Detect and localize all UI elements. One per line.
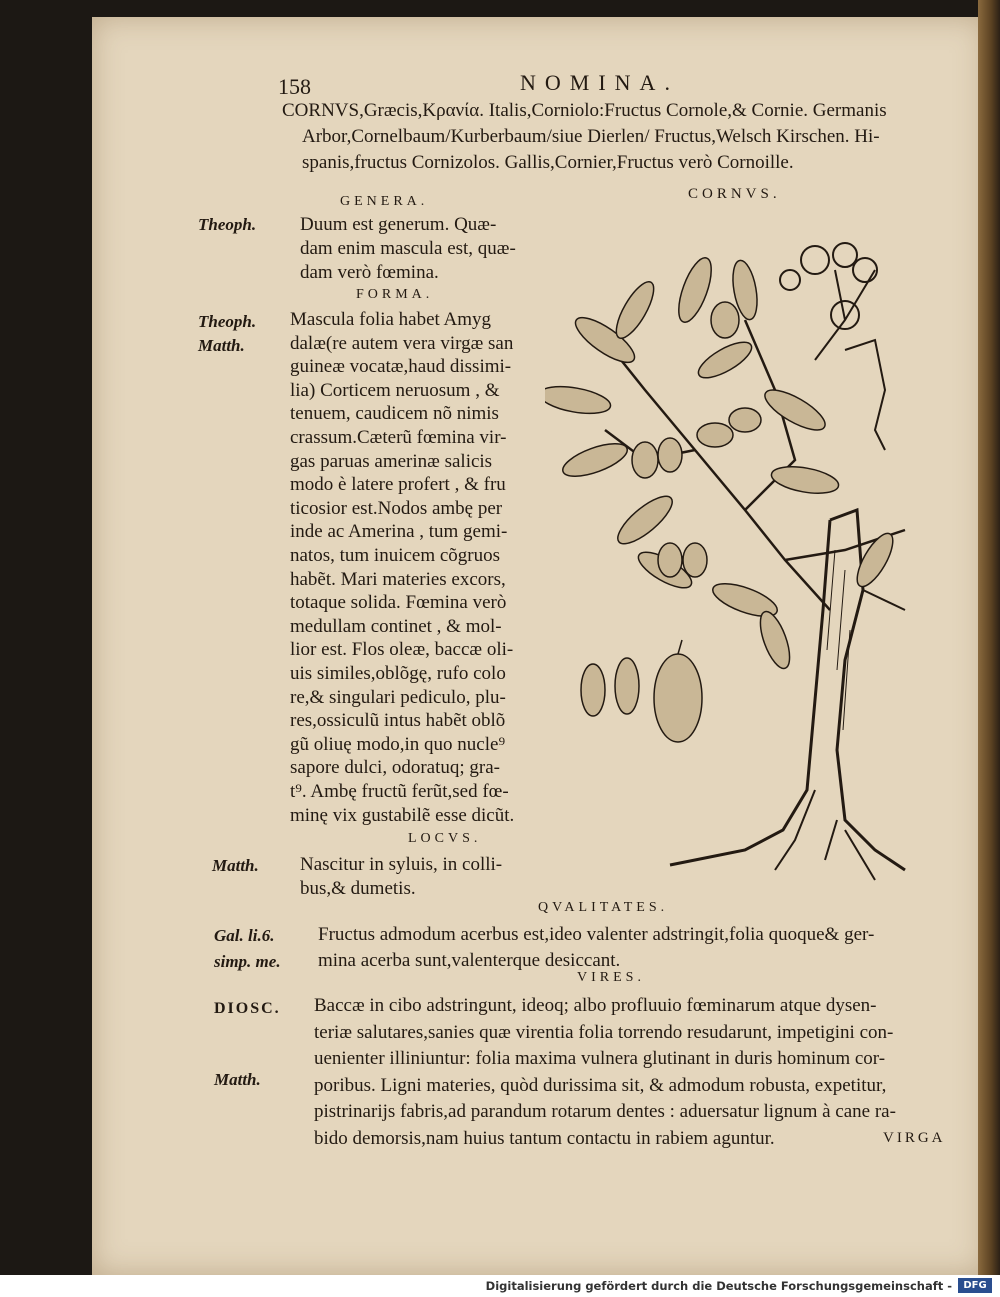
text-line: ticosior est.Nodos ambę per	[290, 497, 503, 519]
cornus-woodcut-illustration	[545, 230, 925, 890]
text-line: medullam continet , & mol-	[290, 615, 502, 637]
text-line: lior est. Flos oleæ, baccæ oli-	[290, 639, 514, 661]
nomina-line: Arbor,Cornelbaum/Kurberbaum/siue Dierlen/ Fructus,Welsch Kirschen. Hi-	[302, 126, 880, 147]
text-line: uenienter illiniuntur: folia maxima vulnera glutinant in duris hominum cor-	[314, 1048, 886, 1069]
book-spine	[978, 0, 1000, 1275]
text-line: totaque solida. Fœmina verò	[290, 592, 507, 614]
text-line: gũ oliuę modo,in quo nucle⁹	[290, 733, 506, 755]
text-line: bido demorsis,nam huius tantum contactu in rabiem aguntur.	[314, 1127, 775, 1149]
page-number: 158	[278, 74, 311, 99]
running-head: NOMINA.	[520, 70, 679, 95]
text-line: poribus. Ligni materies, quòd durissima sit, & admodum robusta, expetitur,	[314, 1074, 887, 1096]
text-line: dalæ(re autem vera virgæ san	[290, 332, 514, 354]
heading-qualitates: QVALITATES.	[538, 900, 669, 915]
text-line: Fructus admodum acerbus est,ideo valenter adstringit,folia quoque& ger-	[318, 924, 875, 945]
text-line: bus,& dumetis.	[300, 878, 416, 899]
text-line: teriæ salutares,sanies quæ virentia folia torrendo resudarunt, impetigini con-	[314, 1021, 894, 1043]
text-line: crassum.Cæterũ fœmina vir-	[290, 427, 507, 448]
text-line: habẽt. Mari materies excors,	[290, 568, 506, 590]
text-line: natos, tum inuicem cõgruos	[290, 545, 501, 566]
text-line: lia) Corticem neruosum , &	[290, 379, 500, 401]
text-line: Baccæ in cibo adstringunt, ideoq; albo profluuio fœminarum atque dysen-	[314, 995, 877, 1016]
side-note: Matth.	[212, 856, 259, 875]
dfg-logo: DFG	[958, 1278, 992, 1293]
illustration-caption: CORNVS.	[688, 186, 781, 202]
text-line: inde ac Amerina , tum gemi-	[290, 521, 508, 543]
catchword: VIRGA	[883, 1130, 946, 1146]
text-line: pistrinarijs fabris,ad parandum rotarum dentes : aduersatur lignum à cane ra-	[314, 1101, 896, 1122]
side-note: simp. me.	[214, 952, 281, 971]
side-note: Matth.	[198, 336, 245, 355]
text-line: Nascitur in syluis, in colli-	[300, 854, 503, 875]
text-line: gas paruas amerinæ salicis	[290, 450, 493, 472]
heading-forma: FORMA.	[356, 287, 434, 302]
heading-vires: VIRES.	[577, 970, 645, 985]
text-line: modo è latere profert , & fru	[290, 474, 506, 496]
text-line: re,& singulari pediculo, plu-	[290, 686, 506, 708]
text-line: tenuem, caudicem nõ nimis	[290, 403, 499, 425]
text-line: uis similes,oblõgę, rufo colo	[290, 663, 506, 684]
text-line: minę vix gustabilẽ esse dicũt.	[290, 804, 515, 826]
side-note: Theoph.	[198, 215, 257, 234]
digitization-footer	[0, 1275, 1000, 1297]
footer-credit: Digitalisierung gefördert durch die Deutsche Forschungsgemeinschaft -	[485, 1279, 952, 1293]
heading-locus: LOCVS.	[408, 831, 482, 846]
text-line: sapore dulci, odoratuq; gra-	[290, 757, 500, 779]
side-note: DIOSC.	[214, 1000, 281, 1017]
text-line: dam verò fœmina.	[300, 262, 439, 283]
text-line: dam enim mascula est, quæ-	[300, 238, 516, 259]
text-line: Duum est generum. Quæ-	[300, 214, 497, 235]
side-note: Matth.	[214, 1070, 261, 1089]
heading-genera: GENERA.	[340, 194, 429, 209]
text-line: guineæ vocatæ,haud dissimi-	[290, 356, 512, 378]
side-note: Theoph.	[198, 312, 257, 331]
text-line: mina acerba sunt,valenterque desiccant.	[318, 950, 621, 971]
side-note: Gal. li.6.	[214, 926, 275, 945]
nomina-line: spanis,fructus Cornizolos. Gallis,Cornier,Fructus verò Cornoille.	[302, 152, 794, 173]
text-line: res,ossiculũ intus habẽt oblõ	[290, 710, 506, 732]
text-line: t⁹. Ambę fructũ ferũt,sed fœ-	[290, 781, 509, 802]
nomina-line: CORNVS,Græcis,Κρανία. Italis,Corniolo:Fructus Cornole,& Cornie. Germanis	[282, 100, 887, 121]
text-line: Mascula folia habet Amyg	[290, 309, 492, 330]
